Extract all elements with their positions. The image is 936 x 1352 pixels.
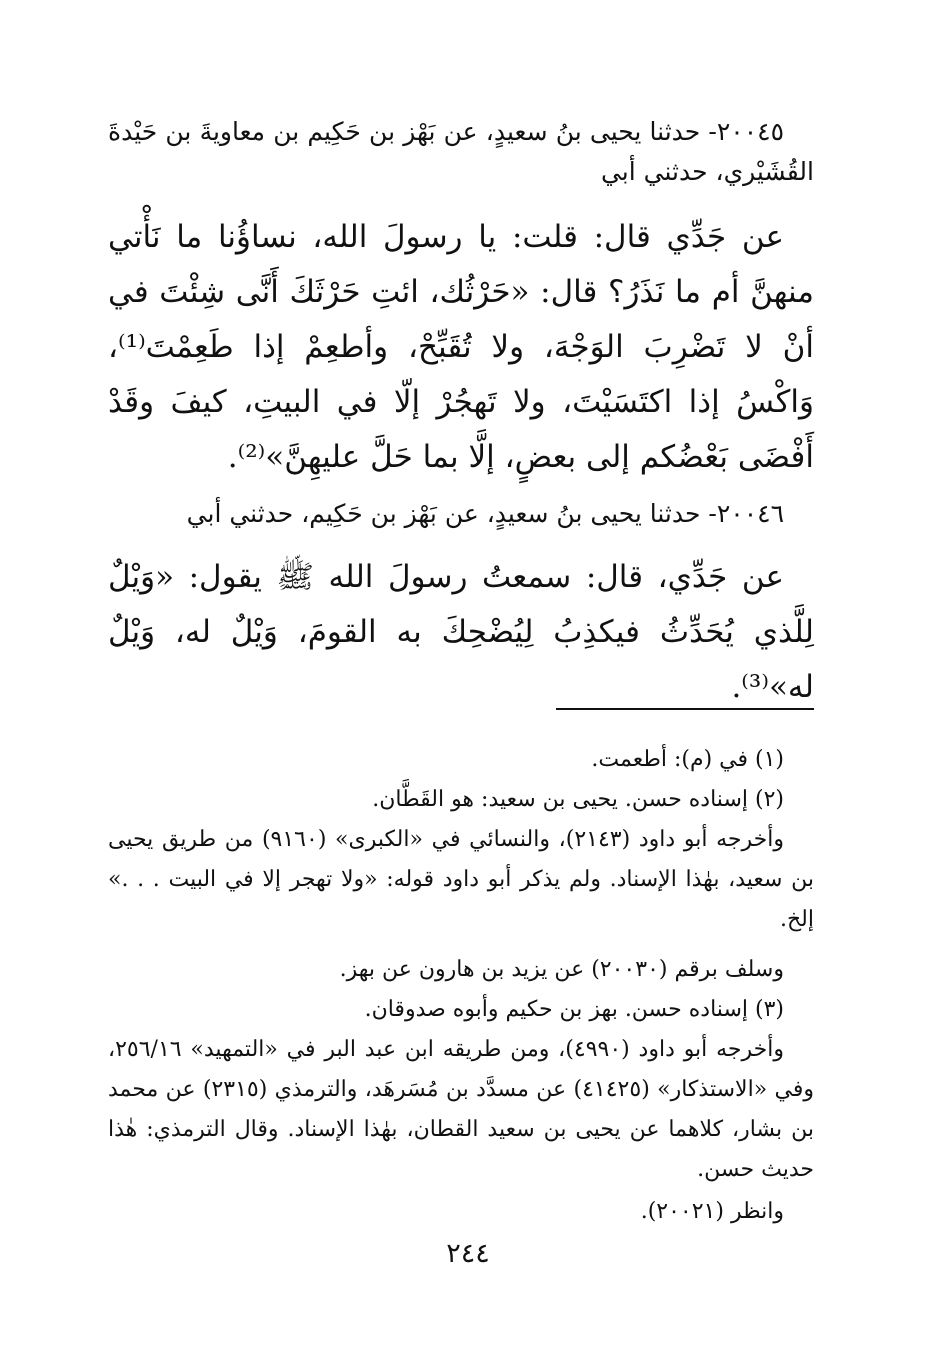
footnote-3-takhrij: وأخرجه أبو داود (٤٩٩٠)، ومن طريقه ابن عبد البر في «التمهيد» ٢٥٦/١٦، وفي «الاستذكار» (٤١٤٢٥) عن مسدَّد بن مُسَرهَد، والترمذي (٢٣١٥) عن محمد بن بشار، كلاهما عن يحيى بن سعيد القطان، بهٰذا الإسناد. وقال الترمذي: هٰذا حديث حسن. (108, 1037, 814, 1182)
hadith-20045-matn: عن جَدِّي قال: قلت: يا رسولَ الله، نساؤُنا ما نَأْتي منهنَّ أم ما نَذَرُ؟ قال: «حَرْثُك، ائتِ حَرْثَكَ أَنَّى شِئْتَ في أنْ لا تَضْرِبَ الوَجْهَ، ولا تُقَبِّحْ، وأطعِمْ إذا طَعِمْتَ⁽¹⁾، وَاكْسُ إذا اكتَسَيْتَ، ولا تَهجُرْ إلّا في البيتِ، كيفَ وقَدْ أَفْضَى بَعْضُكم إلى بعضٍ، إلَّا بما حَلَّ عليهِنَّ»⁽²⁾. (108, 219, 814, 475)
hadith-20045-isnad: ٢٠٠٤٥- حدثنا يحيى بنُ سعيدٍ، عن بَهْز بن حَكِيم بن معاويةَ بن حَيْدةَ القُشَيْري، حدثني أبي (108, 117, 814, 186)
footnote-3-cross-ref: وانظر (٢٠٠٢١). (640, 1199, 784, 1224)
hadith-20046-matn: عن جَدِّي، قال: سمعتُ رسولَ الله ﷺ يقول: «وَيْلٌ لِلَّذي يُحَدِّثُ فيكذِبُ لِيُضْحِكَ به القومَ، وَيْلٌ له، وَيْلٌ له»⁽³⁾. (108, 559, 814, 705)
footnote-2-takhrij: وأخرجه أبو داود (٢١٤٣)، والنسائي في «الكبرى» (٩١٦٠) من طريق يحيى بن سعيد، بهٰذا الإسناد. ولم يذكر أبو داود قوله: «ولا تهجر إلا في البيت . . .» إلخ. (108, 827, 814, 932)
page-number: ٢٤٤ (446, 1238, 490, 1269)
footnote-separator (556, 708, 814, 710)
footnote-2: (٢) إسناده حسن. يحيى بن سعيد: هو القَطَّان. (372, 787, 784, 812)
footnote-3: (٣) إسناده حسن. بهز بن حكيم وأبوه صدوقان. (364, 997, 784, 1022)
hadith-20046-isnad: ٢٠٠٤٦- حدثنا يحيى بنُ سعيدٍ، عن بَهْز بن حَكِيم، حدثني أبي (186, 499, 784, 528)
footnote-1: (١) في (م): أطعمت. (591, 747, 784, 772)
footnote-2-cross-ref: وسلف برقم (٢٠٠٣٠) عن يزيد بن هارون عن بهز. (339, 957, 784, 982)
